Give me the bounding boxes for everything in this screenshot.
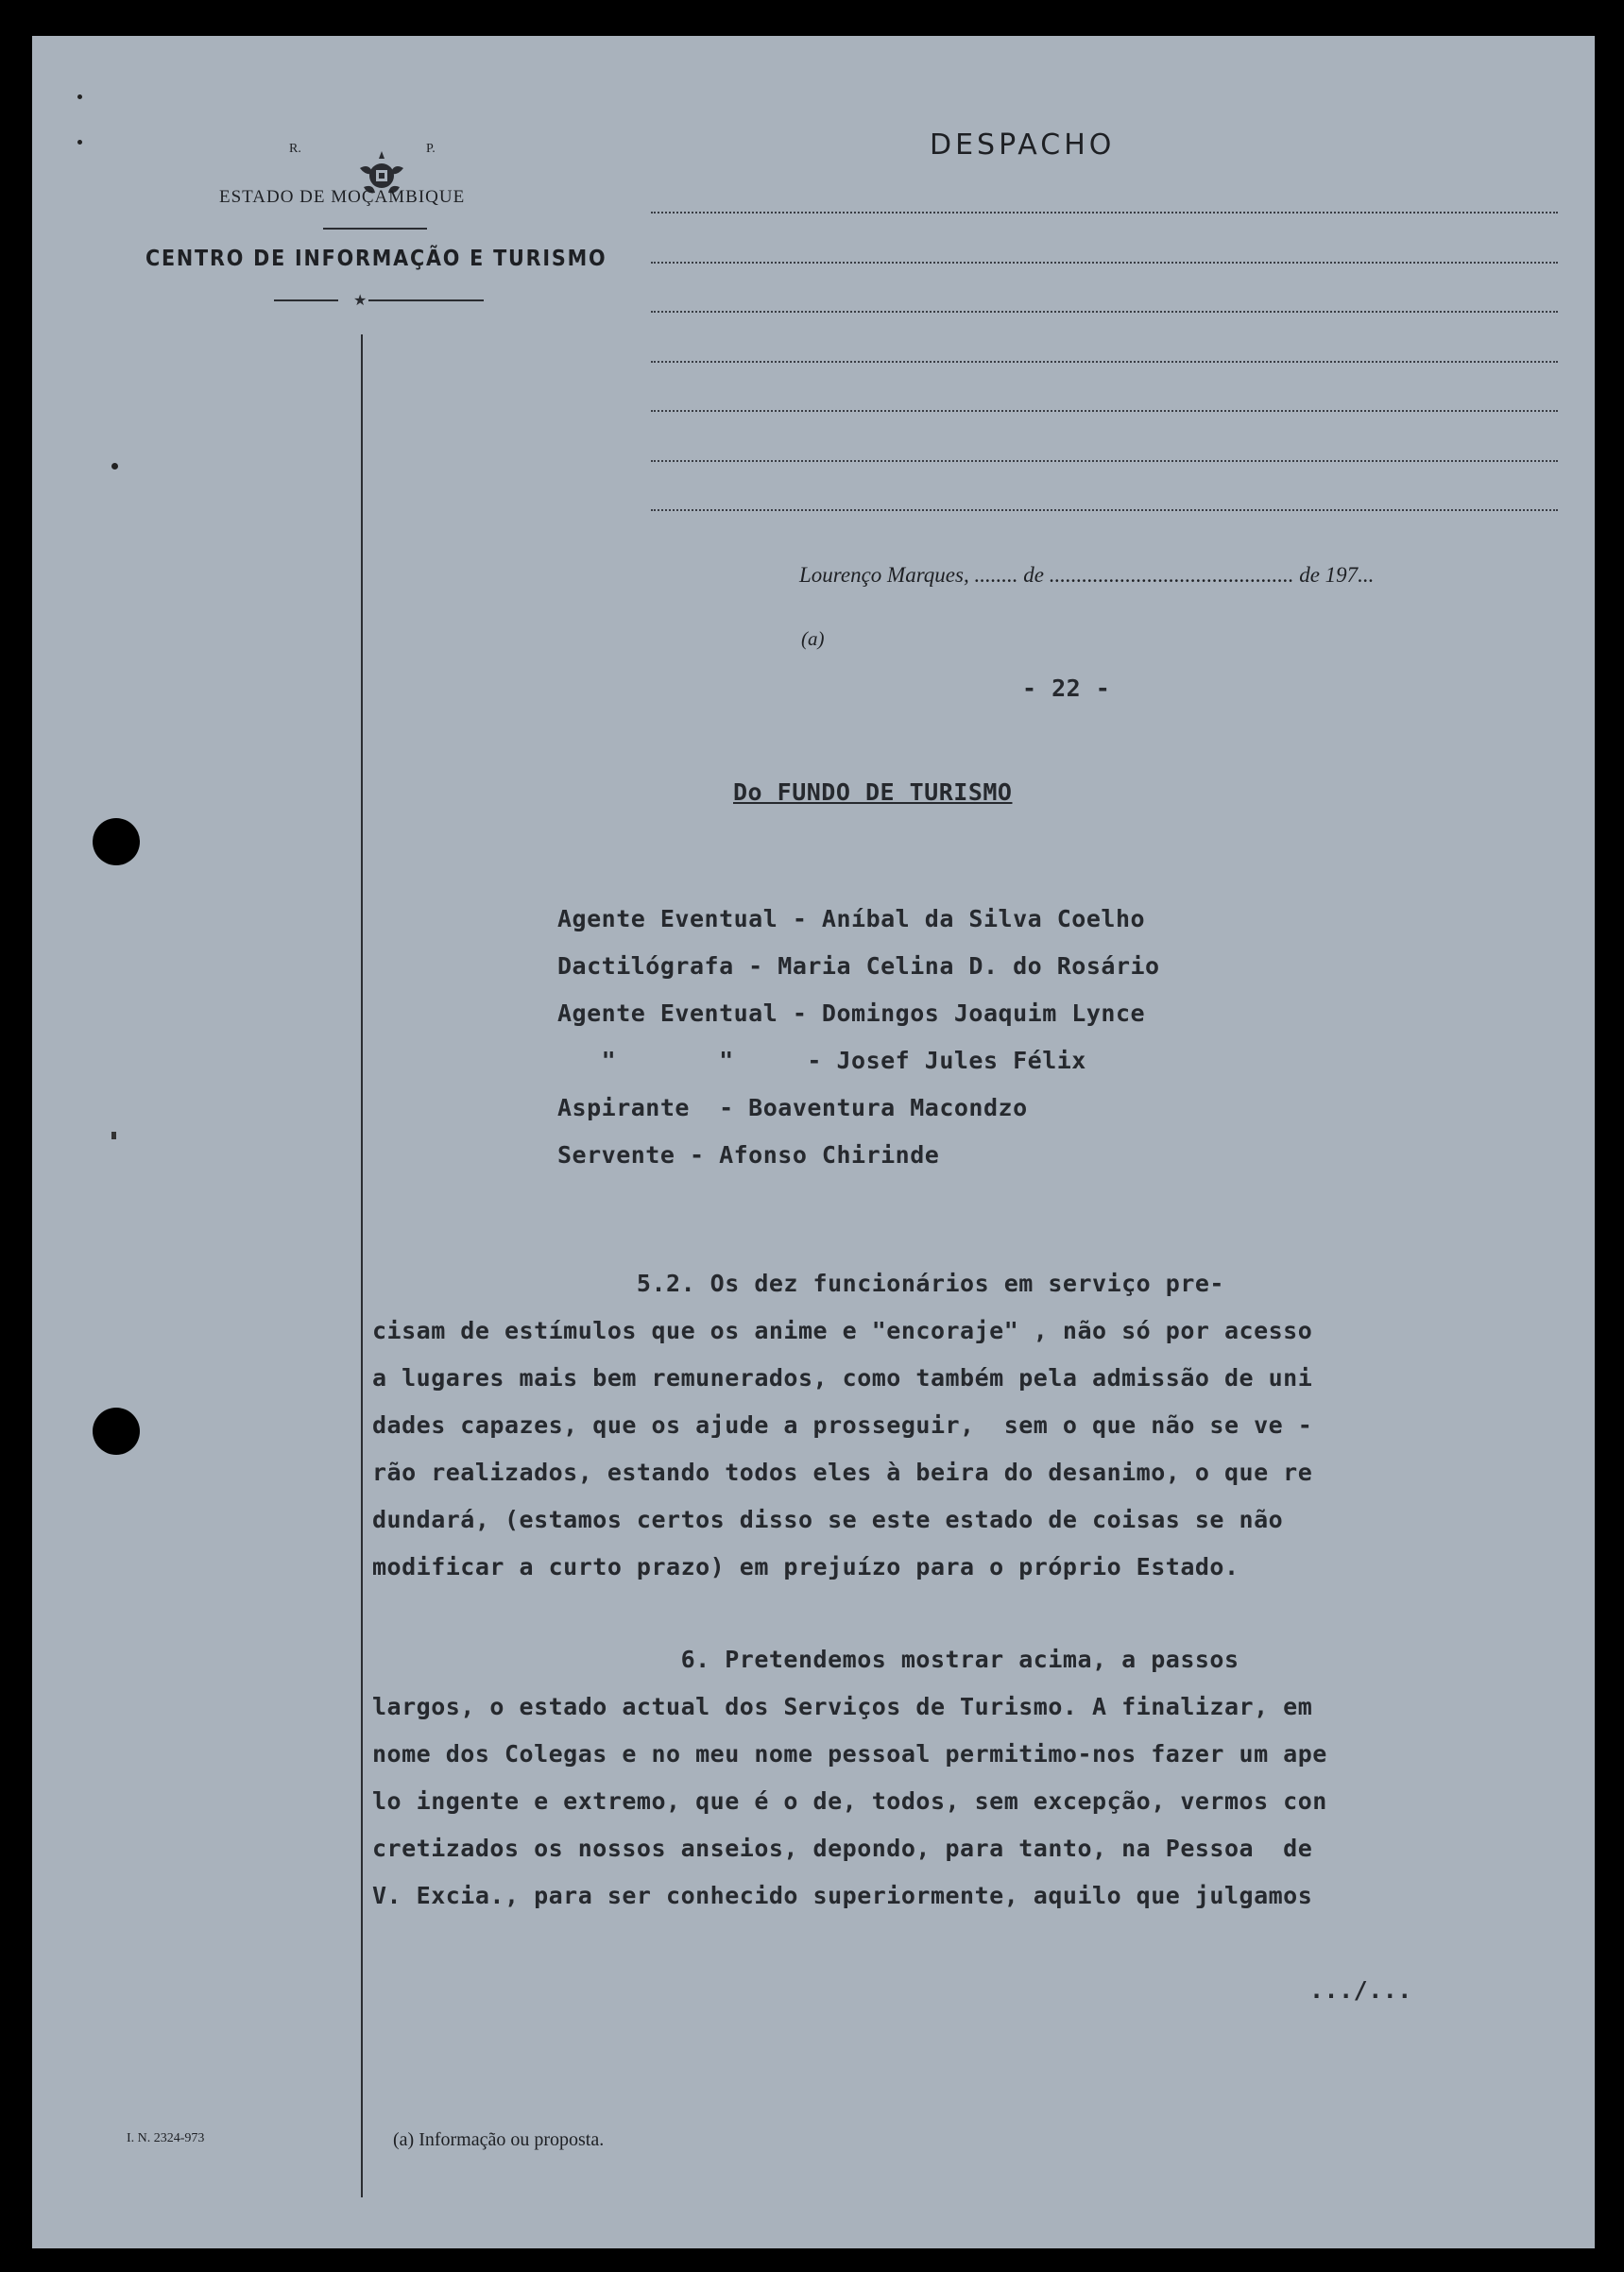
paragraph-52-line: 5.2. Os dez funcionários em serviço pre- [372, 1270, 1224, 1297]
despacho-line [651, 410, 1558, 412]
paragraph-52-line: modificar a curto prazo) em prejuízo para o próprio Estado. [372, 1553, 1239, 1580]
place-date-line [799, 563, 1374, 588]
centre-name: CENTRO DE INFORMAÇÃO E TURISMO [145, 247, 607, 271]
despacho-line [651, 262, 1558, 264]
footnote: (a) Informação ou proposta. [393, 2129, 605, 2150]
punch-hole [93, 1408, 140, 1455]
paragraph-6-line: cretizados os nossos anseios, depondo, para tanto, na Pessoa de [372, 1835, 1313, 1862]
page-number: - 22 - [1022, 675, 1111, 702]
paragraph-52-line: cisam de estímulos que os anime e "encoraje" , não só por acesso [372, 1317, 1313, 1344]
paragraph-6-line: largos, o estado actual dos Serviços de Turismo. A finalizar, em [372, 1693, 1313, 1720]
paragraph-52-line: dundará, (estamos certos disso se este estado de coisas se não [372, 1506, 1284, 1533]
staff-entry: Servente - Afonso Chirinde [557, 1141, 940, 1169]
continuation-mark: .../... [1309, 1976, 1412, 2004]
form-number: I. N. 2324-973 [127, 2131, 205, 2145]
punch-hole [93, 818, 140, 865]
despacho-title: DESPACHO [930, 128, 1116, 162]
month-placeholder: ............................................. [1049, 563, 1294, 587]
staff-entry: Dactilógrafa - Maria Celina D. do Rosário [557, 952, 1160, 980]
staff-entry: " " - Josef Jules Félix [557, 1047, 1086, 1074]
rp-right: P. [426, 142, 436, 156]
staff-entry: Agente Eventual - Domingos Joaquim Lynce [557, 999, 1146, 1027]
letterhead-rule [274, 299, 338, 301]
speck [77, 140, 82, 145]
paragraph-52-line: dades capazes, que os ajude a prosseguir, sem o que não se ve - [372, 1411, 1313, 1439]
day-placeholder: ........ [974, 563, 1018, 587]
despacho-line [651, 509, 1558, 511]
paragraph-52-line: rão realizados, estando todos eles à beira do desanimo, o que re [372, 1459, 1313, 1486]
paragraph-6-line: 6. Pretendemos mostrar acima, a passos [372, 1646, 1239, 1673]
letterhead-rule [368, 299, 484, 301]
despacho-line [651, 212, 1558, 214]
speck [111, 1132, 116, 1139]
year-label: de 197... [1299, 563, 1375, 587]
city: Lourenço Marques, [799, 563, 969, 587]
letterhead-rule [323, 228, 427, 230]
star-icon: ★ [353, 293, 368, 309]
speck [77, 94, 82, 99]
rp-left: R. [289, 142, 301, 156]
despacho-line [651, 460, 1558, 462]
paragraph-52-line: a lugares mais bem remunerados, como também pela admissão de uni [372, 1364, 1313, 1392]
staff-entry: Agente Eventual - Aníbal da Silva Coelho [557, 905, 1146, 932]
note-marker: (a) [801, 627, 825, 650]
despacho-line [651, 311, 1558, 313]
speck [111, 463, 118, 470]
staff-entry: Aspirante - Boaventura Macondzo [557, 1094, 1028, 1121]
despacho-line [651, 361, 1558, 363]
paragraph-6-line: lo ingente e extremo, que é o de, todos, sem excepção, vermos con [372, 1787, 1327, 1815]
paragraph-6-line: V. Excia., para ser conhecido superiormente, aquilo que julgamos [372, 1882, 1313, 1909]
state-name: ESTADO DE MOÇAMBIQUE [219, 187, 466, 207]
margin-rule [361, 334, 363, 2197]
section-heading: Do FUNDO DE TURISMO [733, 778, 1013, 806]
document-page [32, 36, 1595, 2248]
paragraph-6-line: nome dos Colegas e no meu nome pessoal permitimo-nos fazer um ape [372, 1740, 1327, 1768]
de-label: de [1023, 563, 1044, 587]
